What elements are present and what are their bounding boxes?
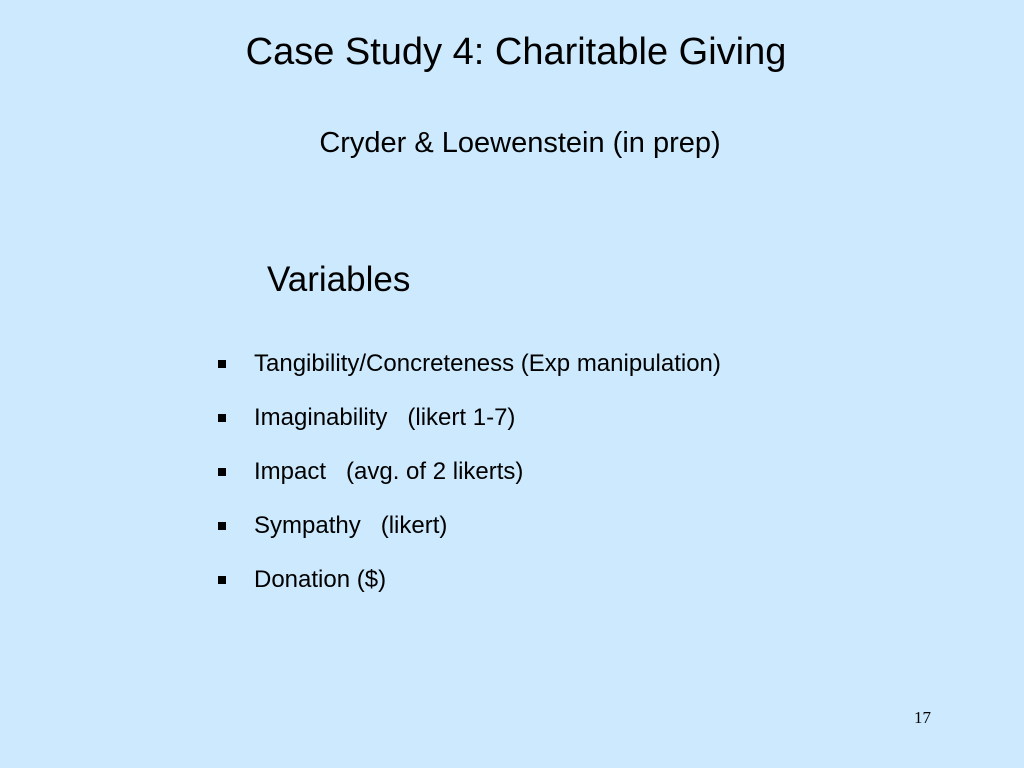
square-bullet-icon bbox=[218, 468, 226, 476]
slide-subtitle: Cryder & Loewenstein (in prep) bbox=[319, 127, 721, 159]
bullet-item bbox=[215, 561, 387, 615]
square-bullet-icon bbox=[218, 522, 226, 530]
bullet-text: Donation ($) bbox=[254, 566, 387, 593]
square-bullet-icon bbox=[218, 414, 226, 422]
bullet-text: Imaginability (likert 1-7) bbox=[254, 404, 516, 431]
bullet-list bbox=[215, 345, 721, 615]
bullet-text: Tangibility/Concreteness (Exp manipulation) bbox=[254, 350, 721, 377]
slide-title: Case Study 4: Charitable Giving bbox=[245, 31, 787, 73]
square-bullet-icon bbox=[218, 576, 226, 584]
bullet-text: Sympathy (likert) bbox=[254, 512, 448, 539]
bullet-text: Impact (avg. of 2 likerts) bbox=[254, 458, 524, 485]
bullet-item bbox=[215, 453, 524, 507]
page-number: 17 bbox=[914, 708, 931, 727]
bullet-item bbox=[215, 345, 721, 399]
section-heading: Variables bbox=[267, 260, 411, 299]
square-bullet-icon bbox=[218, 360, 226, 368]
bullet-item bbox=[215, 399, 516, 453]
bullet-item bbox=[215, 507, 448, 561]
